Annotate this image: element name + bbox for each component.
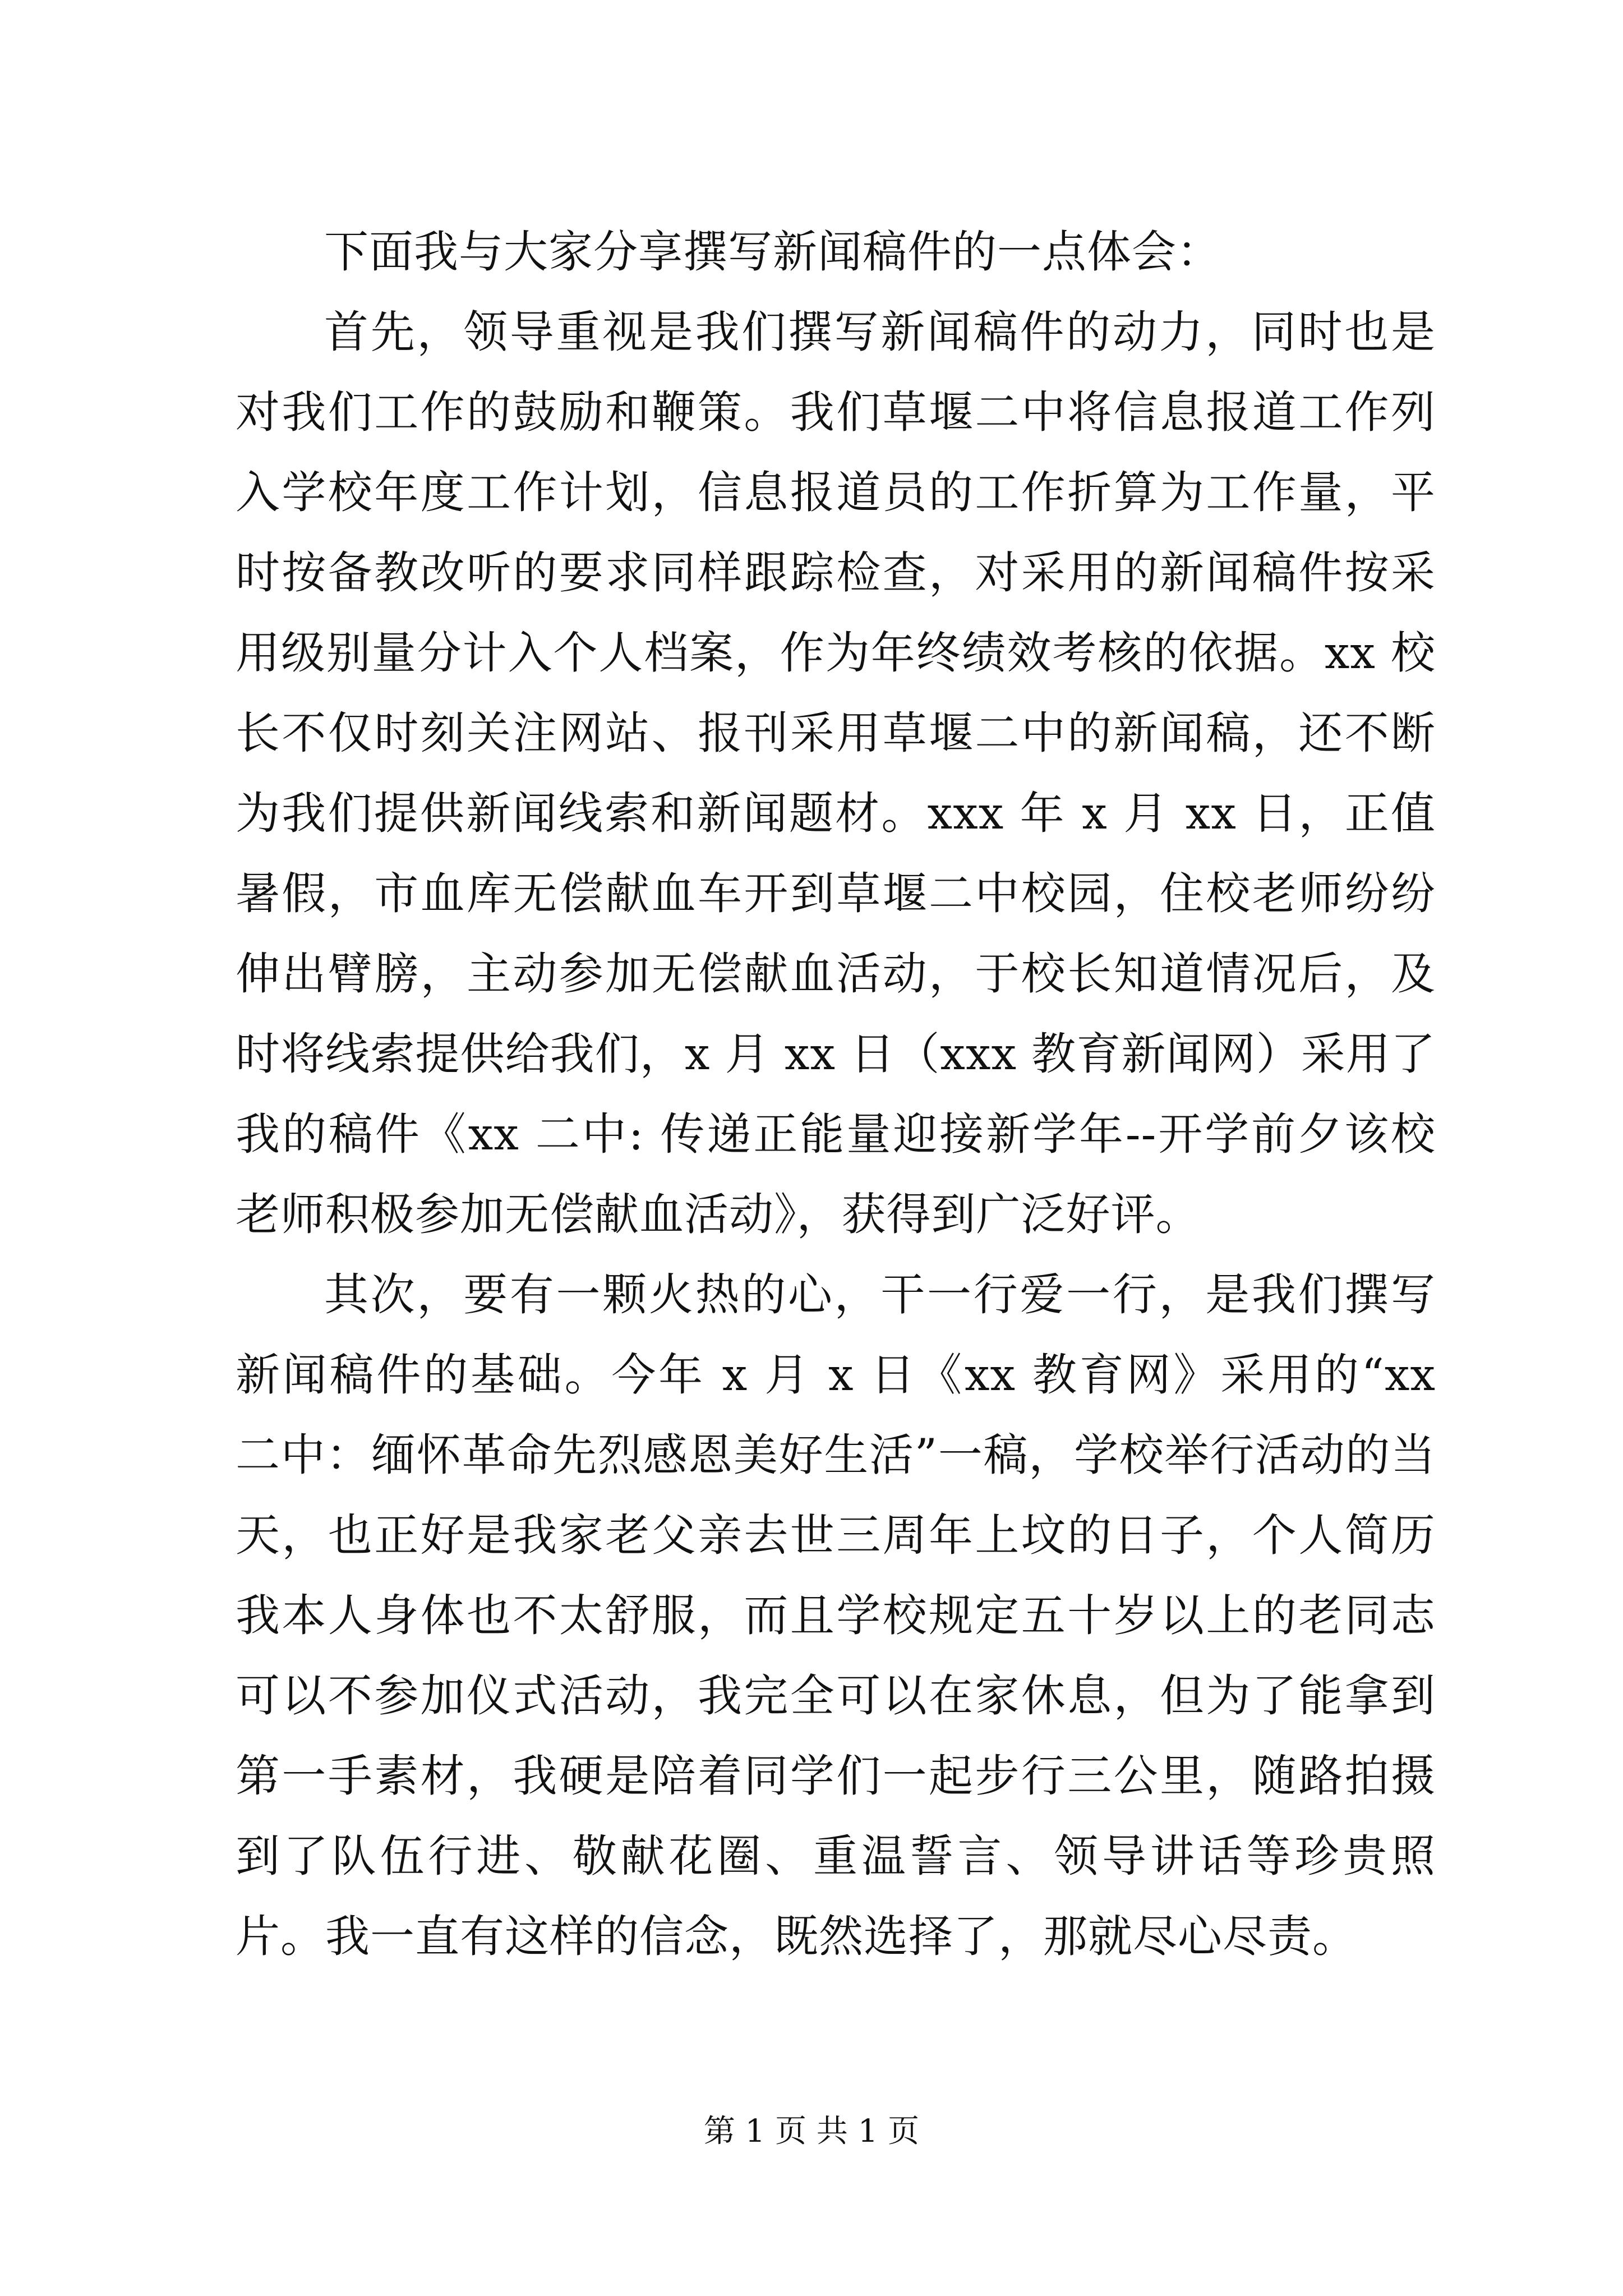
paragraph-second-point: 其次，要有一颗火热的心，干一行爱一行，是我们撰写新闻稿件的基础。今年 x 月 x 日《xx 教育网》采用的“xx 二中：缅怀革命先烈感恩美好生活”一稿，学校举行活动的当天，也正好是我家老父亲去世三周年上坟的日子，个人简历我本人身体也不太舒服，而且学校规定五十岁以上的老同志可以不参加仪式活动，我完全可以在家休息，但为了能拿到第一手素材，我硬是陪着同学们一起步行三公里，随路拍摄到了队伍行进、敬献花圈、重温誓言、领导讲话等珍贵照片。我一直有这样的信念，既然选择了，那就尽心尽责。 [236, 1269, 1436, 1962]
document-body [236, 212, 1436, 1977]
paragraph-intro: 下面我与大家分享撰写新闻稿件的一点体会： [324, 226, 1221, 278]
paragraph-first-point: 首先，领导重视是我们撰写新闻稿件的动力，同时也是对我们工作的鼓励和鞭策。我们草堰二中将信息报道工作列入学校年度工作计划，信息报道员的工作折算为工作量，平时按备教改听的要求同样跟踪检查，对采用的新闻稿件按采用级别量分计入个人档案，作为年终绩效考核的依据。xx 校长不仅时刻关注网站、报刊采用草堰二中的新闻稿，还不断为我们提供新闻线索和新闻题材。xxx 年 x 月 xx 日，正值暑假，市血库无偿献血车开到草堰二中校园，住校老师纷纷伸出臂膀，主动参加无偿献血活动，于校长知道情况后，及时将线索提供给我们，x 月 xx 日（xxx 教育新闻网）采用了我的稿件《xx 二中: 传递正能量迎接新学年--开学前夕该校老师积极参加无偿献血活动》，获得到广泛好评。 [236, 306, 1436, 1240]
page-footer: 第 1 页 共 1 页 [703, 2113, 920, 2150]
